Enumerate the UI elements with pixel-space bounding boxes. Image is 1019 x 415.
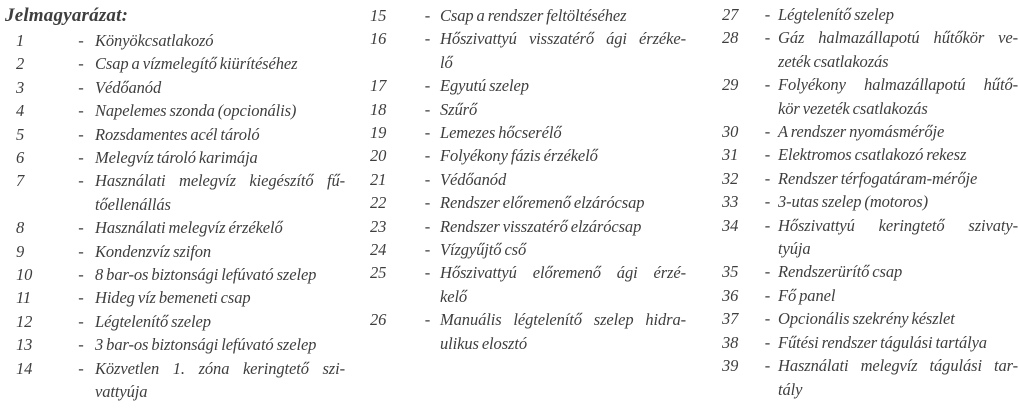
item-line: 8 bar-os biztonsági lefúvató szelep [95, 265, 317, 285]
item-line: 3-utas szelep (motoros) [778, 192, 928, 212]
item-line: Rendszer térfogatáram-mérője [778, 168, 978, 188]
item-line: Védőanód [440, 169, 507, 189]
item-dash: - [78, 311, 84, 331]
legend-item [711, 284, 1018, 307]
item-line: Rozsdamentes acél tároló [95, 124, 260, 144]
item-number: 20 [370, 146, 387, 166]
item-dash: - [764, 192, 771, 212]
item-number: 36 [722, 285, 739, 305]
legend-list-3 [711, 3, 1018, 401]
item-dash: - [764, 356, 771, 376]
item-line: Légtelenítő szelep [778, 5, 894, 24]
item-line: Légtelenítő szelep [95, 311, 211, 331]
item-dash: - [764, 262, 771, 282]
item-text [778, 190, 1018, 213]
item-number: 21 [370, 169, 387, 189]
item-dash: - [424, 216, 431, 236]
legend-item [5, 29, 345, 52]
item-number: 17 [370, 76, 387, 96]
item-number: 3 [16, 77, 25, 97]
legend-item [5, 240, 345, 263]
item-text [95, 123, 345, 146]
legend-column-1 [5, 3, 345, 404]
item-text [95, 76, 345, 99]
item-line: Közvetlen 1. zóna keringtető szi- [95, 358, 345, 378]
item-line: lő [440, 52, 453, 72]
legend-item [711, 143, 1018, 166]
item-number: 2 [16, 54, 25, 74]
item-line: Csap a vízmelegítő kiürítéséhez [95, 54, 298, 74]
item-dash: - [764, 75, 771, 95]
item-number: 24 [370, 240, 387, 260]
item-number: 16 [370, 29, 387, 49]
item-number: 5 [16, 124, 25, 144]
legend-item [711, 260, 1018, 283]
item-text [778, 143, 1018, 166]
item-dash: - [424, 310, 431, 330]
item-line: Könyökcsatlakozó [95, 31, 214, 50]
item-text [440, 308, 686, 355]
legend-item [362, 215, 686, 238]
legend-item [5, 52, 345, 75]
legend-item [711, 190, 1018, 213]
legend-item [362, 144, 686, 167]
item-number: 30 [722, 122, 739, 142]
item-line: Elektromos csatlakozó rekesz [778, 145, 967, 165]
item-dash: - [78, 265, 84, 285]
item-dash: - [78, 124, 84, 144]
item-line: Hőszivattyú keringtető szivaty- [778, 215, 1018, 235]
legend-item [711, 307, 1018, 330]
legend-item [362, 261, 686, 308]
item-number: 39 [722, 356, 739, 376]
item-line: Vízgyűjtő cső [440, 240, 527, 260]
item-dash: - [424, 263, 431, 283]
item-dash: - [78, 358, 84, 378]
legend-item [5, 286, 345, 309]
item-text [95, 216, 345, 239]
legend-item [711, 214, 1018, 261]
legend-item [711, 354, 1018, 401]
item-number: 32 [722, 168, 739, 188]
item-text [440, 238, 686, 261]
item-dash: - [424, 240, 431, 260]
legend-item [362, 191, 686, 214]
item-text [778, 260, 1018, 283]
legend-item [362, 74, 686, 97]
item-number: 15 [370, 6, 387, 25]
item-line: 3 bar-os biztonsági lefúvató szelep [95, 335, 317, 355]
legend-item [711, 3, 1018, 26]
item-line: Rendszer visszatérő elzárócsap [440, 216, 642, 236]
legend-item [362, 4, 686, 27]
legend-item [5, 333, 345, 356]
item-dash: - [78, 171, 84, 191]
item-line: Védőanód [95, 77, 162, 97]
item-number: 9 [16, 241, 25, 261]
item-line: Opcionális szekrény készlet [778, 309, 955, 329]
item-dash: - [424, 99, 431, 119]
item-line: Hideg víz bemeneti csap [95, 288, 251, 308]
item-line: Hőszivattyú visszatérő ági érzéke- [440, 29, 686, 49]
item-number: 6 [16, 148, 25, 168]
item-line: zeték csatlakozás [778, 51, 889, 71]
item-number: 4 [16, 101, 25, 121]
item-dash: - [424, 76, 431, 96]
item-number: 23 [370, 216, 387, 236]
item-number: 29 [722, 75, 739, 95]
item-number: 11 [16, 288, 32, 308]
legend-item [5, 99, 345, 122]
item-text [95, 333, 345, 356]
item-dash: - [78, 288, 84, 308]
item-line: Használati melegvíz kiegészítő fű- [95, 171, 345, 191]
item-dash: - [78, 101, 84, 121]
item-line: tyúja [778, 239, 811, 259]
item-text [95, 357, 345, 404]
item-number: 37 [722, 309, 739, 329]
legend-item [711, 331, 1018, 354]
item-dash: - [764, 332, 771, 352]
item-line: Lemezes hőcserélő [440, 123, 562, 143]
item-text [95, 240, 345, 263]
item-text [778, 167, 1018, 190]
legend-item [5, 216, 345, 239]
item-number: 19 [370, 123, 387, 143]
item-line: Rendszer előremenő elzárócsap [440, 193, 645, 213]
item-line: Használati melegvíz tágulási tar- [778, 356, 1018, 376]
legend-item [5, 76, 345, 99]
item-number: 35 [722, 262, 739, 282]
item-dash: - [424, 6, 431, 25]
item-line: Rendszerürítő csap [778, 262, 903, 282]
item-line: A rendszer nyomásmérője [778, 122, 945, 142]
item-number: 18 [370, 99, 387, 119]
item-dash: - [764, 28, 771, 48]
item-dash: - [78, 241, 84, 261]
item-text [778, 354, 1018, 401]
item-dash: - [78, 31, 84, 50]
item-number: 25 [370, 263, 387, 283]
item-line: Kondenzvíz szifon [95, 241, 212, 261]
legend-item [362, 308, 686, 355]
item-text [440, 74, 686, 97]
item-text [440, 215, 686, 238]
legend-item [5, 146, 345, 169]
item-line: Folyékony halmazállapotú hűtő- [778, 75, 1018, 95]
item-text [440, 121, 686, 144]
legend-item [711, 73, 1018, 120]
item-dash: - [764, 168, 771, 188]
legend-item [362, 238, 686, 261]
legend-item [5, 169, 345, 216]
item-dash: - [764, 122, 771, 142]
item-text [778, 26, 1018, 73]
item-line: Melegvíz tároló karimája [95, 148, 258, 168]
legend-item [5, 357, 345, 404]
item-line: Fűtési rendszer tágulási tartálya [778, 332, 987, 352]
legend-item [362, 168, 686, 191]
item-dash: - [424, 29, 431, 49]
item-dash: - [424, 169, 431, 189]
item-line: Fő panel [778, 285, 836, 305]
item-text [95, 310, 345, 333]
item-text [95, 29, 345, 52]
item-text [440, 261, 686, 308]
item-line: Szűrő [440, 99, 478, 119]
item-number: 12 [16, 311, 33, 331]
item-text [95, 146, 345, 169]
item-line: tőellenállás [95, 194, 171, 214]
item-text [778, 284, 1018, 307]
item-number: 10 [16, 265, 33, 285]
item-line: Napelemes szonda (opcionális) [95, 101, 297, 121]
item-dash: - [78, 218, 84, 238]
legend-item [5, 263, 345, 286]
item-line: Gáz halmazállapotú hűtőkör ve- [778, 28, 1018, 48]
item-dash: - [78, 335, 84, 355]
item-number: 7 [16, 171, 25, 191]
item-text [778, 307, 1018, 330]
item-dash: - [764, 309, 771, 329]
item-dash: - [764, 145, 771, 165]
item-text [778, 214, 1018, 261]
legend-item [362, 121, 686, 144]
item-line: Egyutú szelep [440, 76, 529, 96]
item-line: Csap a rendszer feltöltéséhez [440, 6, 627, 25]
item-text [95, 169, 345, 216]
item-text [440, 168, 686, 191]
legend-column-3 [711, 3, 1018, 401]
item-line: vattyúja [95, 382, 148, 402]
item-text [778, 3, 1018, 26]
item-number: 27 [722, 5, 739, 24]
item-number: 26 [370, 310, 387, 330]
item-line: Használati melegvíz érzékelő [95, 218, 283, 238]
item-text [95, 99, 345, 122]
legend-title: Jelmagyarázat: [5, 5, 129, 26]
item-number: 31 [722, 145, 739, 165]
item-text [440, 144, 686, 167]
item-line: Hőszivattyú előremenő ági érzé- [440, 263, 686, 283]
legend-item [711, 120, 1018, 143]
item-number: 14 [16, 358, 33, 378]
item-dash: - [424, 123, 431, 143]
item-text [440, 191, 686, 214]
item-text [95, 286, 345, 309]
item-line: tály [778, 379, 803, 399]
item-text [440, 27, 686, 74]
item-number: 8 [16, 218, 25, 238]
legend-list-2 [362, 4, 686, 355]
item-dash: - [424, 146, 431, 166]
legend-list-1 [5, 29, 345, 404]
item-number: 22 [370, 193, 387, 213]
item-number: 34 [722, 215, 739, 235]
item-number: 1 [16, 31, 25, 50]
item-line: ulikus elosztó [440, 333, 527, 353]
legend-item [5, 123, 345, 146]
item-dash: - [78, 77, 84, 97]
item-line: kör vezeték csatlakozás [778, 98, 928, 118]
item-text [778, 120, 1018, 143]
item-number: 13 [16, 335, 33, 355]
item-dash: - [78, 54, 84, 74]
item-text [778, 331, 1018, 354]
item-text [440, 4, 686, 27]
legend-item [5, 310, 345, 333]
item-text [95, 52, 345, 75]
item-dash: - [764, 285, 771, 305]
item-dash: - [764, 5, 771, 24]
item-text [95, 263, 345, 286]
legend-item [711, 167, 1018, 190]
item-number: 28 [722, 28, 739, 48]
item-text [440, 98, 686, 121]
item-number: 38 [722, 332, 739, 352]
item-number: 33 [722, 192, 739, 212]
legend-item [362, 98, 686, 121]
legend-column-2 [362, 4, 686, 355]
item-line: Manuális légtelenítő szelep hidra- [440, 310, 686, 330]
legend-item [711, 26, 1018, 73]
item-line: kelő [440, 286, 468, 306]
legend-item [362, 27, 686, 74]
item-dash: - [424, 193, 431, 213]
item-dash: - [764, 215, 771, 235]
item-line: Folyékony fázis érzékelő [440, 146, 598, 166]
item-dash: - [78, 148, 84, 168]
item-text [778, 73, 1018, 120]
